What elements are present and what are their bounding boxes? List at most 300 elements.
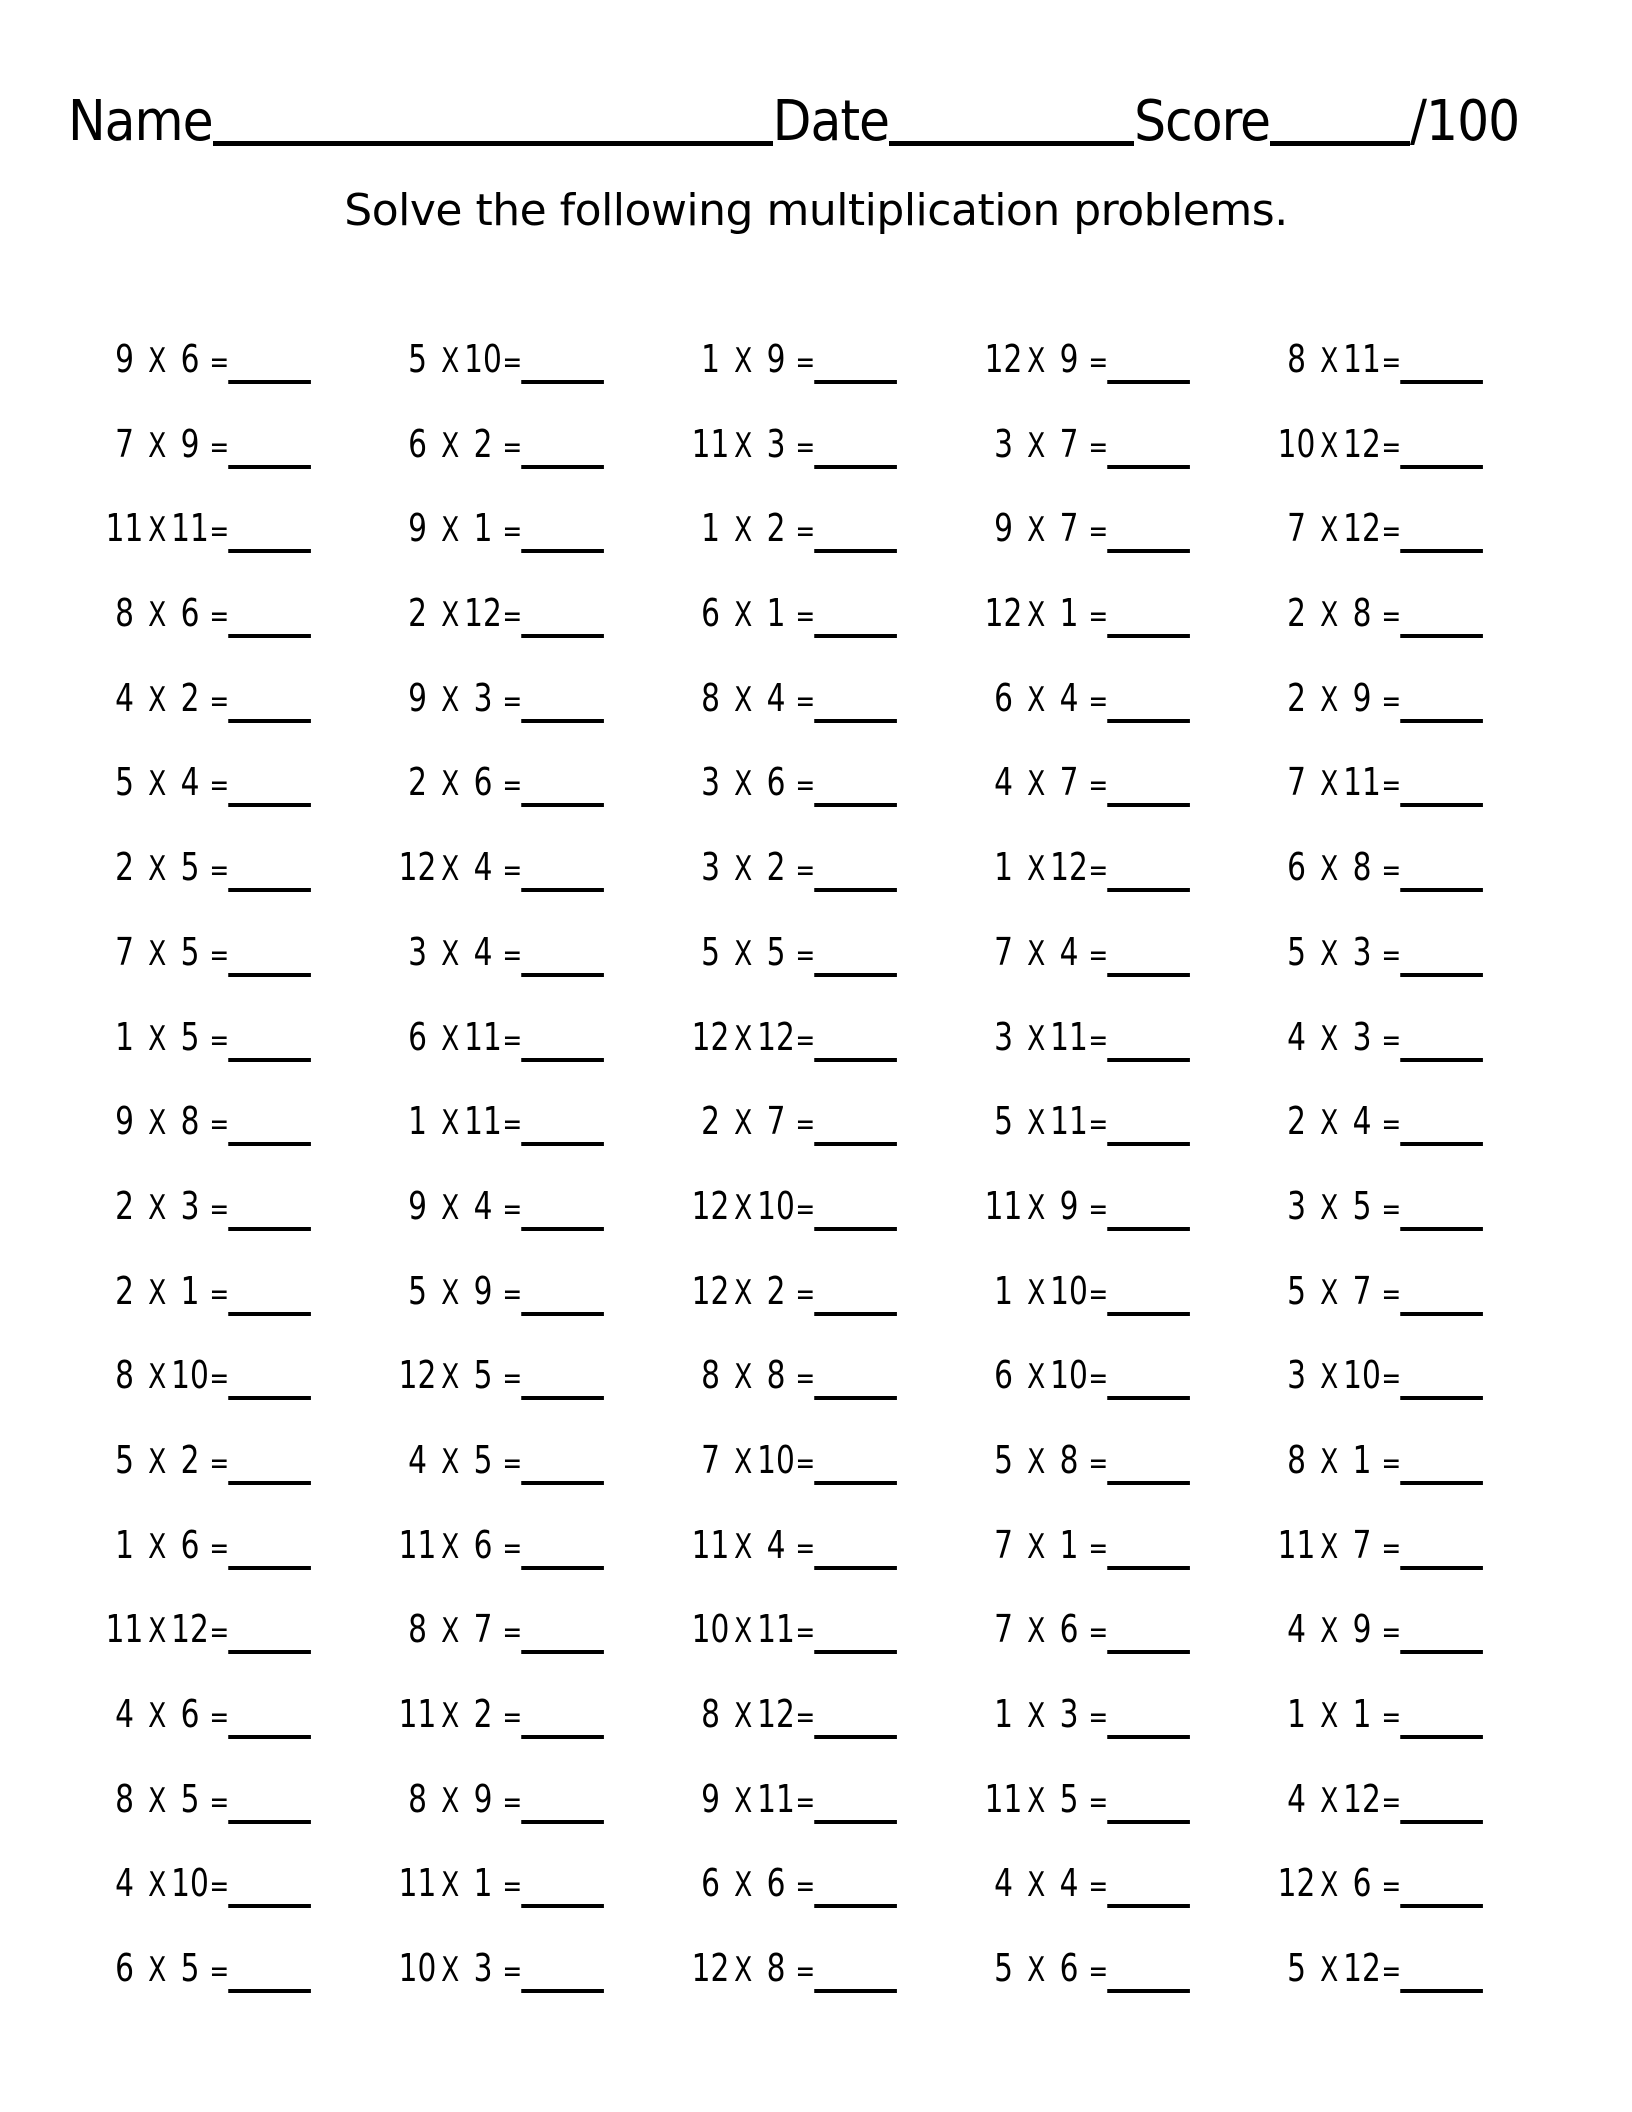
answer-blank[interactable] [228,549,311,553]
answer-blank[interactable] [814,1227,897,1231]
second-factor: 6 [180,1692,200,1736]
answer-blank[interactable] [228,1904,311,1908]
multiply-sign: X [148,1357,167,1398]
second-factor: 10 [171,1353,209,1398]
equals-sign: = [502,1361,523,1397]
answer-blank[interactable] [814,1481,897,1485]
first-factor: 2 [408,591,427,636]
second-factor: 2 [766,506,786,551]
first-factor: 11 [1277,1522,1316,1567]
multiply-sign: X [441,679,460,720]
second-factor: 2 [473,421,493,466]
first-factor: 9 [994,506,1013,551]
answer-blank[interactable] [521,1904,604,1908]
multiply-sign: X [734,1187,753,1228]
answer-blank[interactable] [814,973,897,977]
problem-item [984,996,1213,1059]
answer-blank[interactable] [1400,1396,1483,1400]
first-factor: 5 [408,1268,427,1313]
answer-blank[interactable] [1107,803,1190,807]
first-factor: 1 [701,506,720,551]
multiply-sign: X [734,1611,753,1652]
equals-sign: = [795,937,816,973]
answer-blank[interactable] [814,634,897,638]
answer-blank[interactable] [228,634,311,638]
answer-blank[interactable] [1400,1312,1483,1316]
answer-blank[interactable] [814,1735,897,1739]
problem-item [691,318,920,381]
first-factor: 2 [408,760,427,805]
answer-blank[interactable] [228,1312,311,1316]
problem-item [105,1588,334,1652]
equals-sign: = [1381,683,1402,719]
equals-sign: = [1381,1445,1402,1481]
problem-item [1277,826,1506,890]
answer-blank[interactable] [1107,1650,1190,1654]
date-field[interactable] [889,141,1134,146]
first-factor: 5 [115,760,134,805]
equals-sign: = [1088,1022,1109,1058]
problem-item [105,1927,334,1991]
answer-blank[interactable] [228,1481,311,1485]
answer-blank[interactable] [1107,1735,1190,1739]
problem-item [984,1165,1213,1228]
equals-sign: = [1088,683,1109,719]
multiply-sign: X [441,1441,460,1482]
answer-blank[interactable] [1107,1396,1190,1400]
equals-sign: = [502,1445,523,1481]
equals-sign: = [209,429,230,465]
equals-sign: = [209,1700,230,1735]
second-factor: 12 [171,1607,209,1652]
answer-blank[interactable] [228,1735,311,1739]
problem-item [984,1080,1213,1144]
second-factor: 2 [766,1268,786,1313]
equals-sign: = [209,1784,230,1820]
answer-blank[interactable] [1107,1058,1190,1062]
answer-blank[interactable] [1400,1481,1483,1485]
second-factor: 12 [1343,421,1381,466]
answer-blank[interactable] [228,1396,311,1400]
first-factor: 3 [994,1014,1013,1059]
answer-blank[interactable] [814,1396,897,1400]
multiply-sign: X [441,849,460,890]
multiply-sign: X [441,510,460,551]
answer-blank[interactable] [1400,1058,1483,1062]
answer-blank[interactable] [521,549,604,553]
answer-blank[interactable] [1400,465,1483,469]
second-factor: 7 [473,1607,493,1652]
first-factor: 12 [691,1268,730,1313]
answer-blank[interactable] [1107,1904,1190,1908]
second-factor: 10 [1343,1353,1381,1398]
equals-sign: = [795,1954,816,1990]
first-factor: 2 [1287,591,1306,636]
problem-item [691,996,920,1059]
answer-blank[interactable] [1400,1820,1483,1824]
answer-blank[interactable] [1400,1227,1483,1231]
first-factor: 12 [1277,1861,1316,1906]
problem-item [398,996,627,1059]
problem-item [691,657,920,720]
answer-blank[interactable] [1107,549,1190,553]
first-factor: 11 [984,1776,1023,1821]
first-factor: 10 [691,1607,730,1652]
multiply-sign: X [1027,764,1046,805]
answer-blank[interactable] [1400,1989,1483,1993]
second-factor: 12 [464,591,502,636]
equals-sign: = [1381,1954,1402,1990]
multiply-sign: X [441,341,460,381]
answer-blank[interactable] [1107,1312,1190,1316]
answer-blank[interactable] [814,465,897,469]
multiply-sign: X [441,1950,460,1991]
multiply-sign: X [148,595,167,636]
problem-item [984,318,1213,381]
multiply-sign: X [1320,1611,1339,1652]
problem-item [691,826,920,890]
second-factor: 5 [180,1946,200,1991]
score-field[interactable] [1270,141,1410,146]
first-factor: 6 [408,421,427,466]
answer-blank[interactable] [1400,1735,1483,1739]
answer-blank[interactable] [814,1989,897,1993]
answer-blank[interactable] [814,1142,897,1146]
first-factor: 7 [1287,760,1306,805]
answer-blank[interactable] [1400,634,1483,638]
multiply-sign: X [1320,1103,1339,1144]
answer-blank[interactable] [814,719,897,723]
answer-blank[interactable] [814,1650,897,1654]
answer-blank[interactable] [814,1312,897,1316]
answer-blank[interactable] [814,1058,897,1062]
multiply-sign: X [734,595,753,636]
problem-item [691,1419,920,1482]
second-factor: 9 [1059,337,1079,381]
equals-sign: = [1088,429,1109,465]
answer-blank[interactable] [1400,888,1483,892]
answer-blank[interactable] [228,803,311,807]
equals-sign: = [1088,1615,1109,1651]
equals-sign: = [795,429,816,465]
second-factor: 1 [1059,591,1079,636]
second-factor: 4 [1059,1861,1079,1906]
answer-blank[interactable] [521,1396,604,1400]
second-factor: 9 [1352,675,1372,720]
equals-sign: = [502,1107,523,1143]
first-factor: 9 [701,1776,720,1821]
equals-sign: = [1381,1276,1402,1312]
equals-sign: = [502,937,523,973]
answer-blank[interactable] [1107,380,1190,384]
first-factor: 12 [984,337,1023,381]
multiply-sign: X [1027,1611,1046,1652]
answer-blank[interactable] [521,1058,604,1062]
problem-item [398,403,627,466]
equals-sign: = [795,1615,816,1651]
first-factor: 6 [115,1946,134,1991]
answer-blank[interactable] [1400,973,1483,977]
multiply-sign: X [1027,1018,1046,1059]
answer-blank[interactable] [1107,1989,1190,1993]
equals-sign: = [209,1107,230,1143]
answer-blank[interactable] [228,380,311,384]
answer-blank[interactable] [228,1989,311,1993]
answer-blank[interactable] [814,1820,897,1824]
second-factor: 2 [180,1437,200,1482]
answer-blank[interactable] [521,1227,604,1231]
answer-blank[interactable] [521,1989,604,1993]
problem-item [1277,996,1506,1059]
answer-blank[interactable] [228,1566,311,1570]
answer-blank[interactable] [228,1820,311,1824]
first-factor: 1 [408,1099,427,1144]
first-factor: 5 [1287,929,1306,974]
answer-blank[interactable] [521,1312,604,1316]
problem-item [398,1504,627,1567]
answer-blank[interactable] [1107,1481,1190,1485]
name-field[interactable] [213,141,773,146]
first-factor: 3 [701,845,720,890]
first-factor: 4 [1287,1776,1306,1821]
first-factor: 5 [994,1946,1013,1991]
equals-sign: = [209,937,230,973]
answer-blank[interactable] [814,380,897,384]
problem-item [691,1334,920,1398]
answer-blank[interactable] [521,1142,604,1146]
second-factor: 10 [464,337,502,381]
answer-blank[interactable] [1107,634,1190,638]
answer-blank[interactable] [1400,1142,1483,1146]
answer-blank[interactable] [521,803,604,807]
multiply-sign: X [148,1865,167,1906]
answer-blank[interactable] [521,1481,604,1485]
first-factor: 11 [398,1861,437,1906]
second-factor: 10 [171,1861,209,1906]
answer-blank[interactable] [1400,803,1483,807]
problem-item [1277,657,1506,720]
first-factor: 1 [994,845,1013,890]
second-factor: 8 [766,1946,786,1991]
second-factor: 5 [180,845,200,890]
first-factor: 3 [701,760,720,805]
answer-blank[interactable] [1400,1650,1483,1654]
answer-blank[interactable] [1107,1566,1190,1570]
multiply-sign: X [441,933,460,974]
answer-blank[interactable] [814,1904,897,1908]
second-factor: 12 [757,1692,795,1736]
answer-blank[interactable] [1107,1820,1190,1824]
multiply-sign: X [1320,849,1339,890]
first-factor: 11 [398,1522,437,1567]
first-factor: 6 [994,675,1013,720]
answer-blank[interactable] [521,1566,604,1570]
second-factor: 11 [464,1099,502,1144]
answer-blank[interactable] [1400,719,1483,723]
first-factor: 7 [1287,506,1306,551]
multiply-sign: X [1320,679,1339,720]
first-factor: 9 [115,1099,134,1144]
problem-item [398,826,627,890]
first-factor: 11 [691,421,730,466]
equals-sign: = [1088,1700,1109,1735]
problem-item [398,657,627,720]
problem-item [398,318,627,381]
answer-blank[interactable] [1400,549,1483,553]
problem-item [398,1334,627,1398]
equals-sign: = [1381,514,1402,550]
multiply-sign: X [1027,1865,1046,1906]
equals-sign: = [795,345,816,380]
problem-item [398,1165,627,1228]
problem-item [1277,741,1506,805]
answer-blank[interactable] [521,1735,604,1739]
first-factor: 10 [1277,421,1316,466]
multiply-sign: X [1027,849,1046,890]
first-factor: 2 [701,1099,720,1144]
second-factor: 4 [766,1522,786,1567]
second-factor: 4 [473,929,493,974]
answer-blank[interactable] [521,1820,604,1824]
second-factor: 8 [1059,1437,1079,1482]
equals-sign: = [209,1361,230,1397]
second-factor: 6 [473,760,493,805]
problem-item [398,1927,627,1991]
problem-item [984,911,1213,974]
first-factor: 7 [115,421,134,466]
second-factor: 12 [1343,1946,1381,1991]
first-factor: 8 [1287,337,1306,381]
second-factor: 5 [1352,1183,1372,1228]
problem-item [1277,1927,1506,1991]
equals-sign: = [795,1530,816,1566]
answer-blank[interactable] [228,719,311,723]
multiply-sign: X [734,1272,753,1313]
multiply-sign: X [441,764,460,805]
problem-item [984,741,1213,805]
equals-sign: = [209,514,230,550]
multiply-sign: X [734,849,753,890]
first-factor: 7 [994,1522,1013,1567]
equals-sign: = [1381,1361,1402,1397]
multiply-sign: X [148,510,167,551]
equals-sign: = [1088,1191,1109,1227]
problem-item [691,1673,920,1736]
answer-blank[interactable] [1107,1227,1190,1231]
multiply-sign: X [1320,1357,1339,1398]
problem-item [398,1419,627,1482]
answer-blank[interactable] [1107,888,1190,892]
problem-item [105,996,334,1059]
answer-blank[interactable] [521,888,604,892]
problem-item [691,572,920,636]
first-factor: 5 [115,1437,134,1482]
equals-sign: = [795,768,816,804]
multiply-sign: X [441,1526,460,1567]
multiply-sign: X [1320,764,1339,805]
second-factor: 3 [473,1946,493,1991]
equals-sign: = [1088,1954,1109,1990]
problem-item [691,1927,920,1991]
answer-blank[interactable] [228,1227,311,1231]
answer-blank[interactable] [228,465,311,469]
answer-blank[interactable] [1107,1142,1190,1146]
first-factor: 4 [115,675,134,720]
answer-blank[interactable] [1107,973,1190,977]
second-factor: 5 [473,1437,493,1482]
answer-blank[interactable] [814,888,897,892]
second-factor: 11 [1343,337,1381,381]
second-factor: 1 [1352,1437,1372,1482]
answer-blank[interactable] [521,465,604,469]
multiply-sign: X [148,1441,167,1482]
multiply-sign: X [734,1441,753,1482]
second-factor: 7 [1059,506,1079,551]
second-factor: 1 [1352,1692,1372,1736]
multiply-sign: X [734,1103,753,1144]
first-factor: 2 [1287,1099,1306,1144]
first-factor: 12 [691,1183,730,1228]
answer-blank[interactable] [228,1142,311,1146]
answer-blank[interactable] [521,380,604,384]
answer-blank[interactable] [1400,1904,1483,1908]
answer-blank[interactable] [1107,719,1190,723]
answer-blank[interactable] [1400,1566,1483,1570]
answer-blank[interactable] [814,803,897,807]
first-factor: 2 [115,845,134,890]
answer-blank[interactable] [521,634,604,638]
multiply-sign: X [1320,341,1339,381]
first-factor: 7 [115,929,134,974]
answer-blank[interactable] [521,1650,604,1654]
equals-sign: = [795,1361,816,1397]
answer-blank[interactable] [814,549,897,553]
equals-sign: = [1381,1869,1402,1905]
equals-sign: = [1381,1191,1402,1227]
second-factor: 7 [1059,760,1079,805]
equals-sign: = [209,599,230,635]
answer-blank[interactable] [228,888,311,892]
answer-blank[interactable] [228,1058,311,1062]
multiply-sign: X [1320,933,1339,974]
multiply-sign: X [1027,341,1046,381]
answer-blank[interactable] [228,973,311,977]
answer-blank[interactable] [521,719,604,723]
multiply-sign: X [1027,510,1046,551]
problem-item [105,1250,334,1313]
equals-sign: = [1088,345,1109,380]
answer-blank[interactable] [1107,465,1190,469]
answer-blank[interactable] [1400,380,1483,384]
multiply-sign: X [1027,679,1046,720]
first-factor: 7 [701,1437,720,1482]
score-label: Score [1134,89,1271,154]
second-factor: 1 [473,1861,493,1906]
equals-sign: = [795,853,816,889]
equals-sign: = [502,1954,523,1990]
second-factor: 9 [473,1776,493,1821]
multiply-sign: X [734,679,753,720]
answer-blank[interactable] [814,1566,897,1570]
answer-blank[interactable] [521,973,604,977]
equals-sign: = [209,1869,230,1905]
problem-item [398,1080,627,1144]
first-factor: 11 [691,1522,730,1567]
answer-blank[interactable] [228,1650,311,1654]
first-factor: 8 [408,1776,427,1821]
equals-sign: = [209,853,230,889]
multiply-sign: X [734,1865,753,1906]
